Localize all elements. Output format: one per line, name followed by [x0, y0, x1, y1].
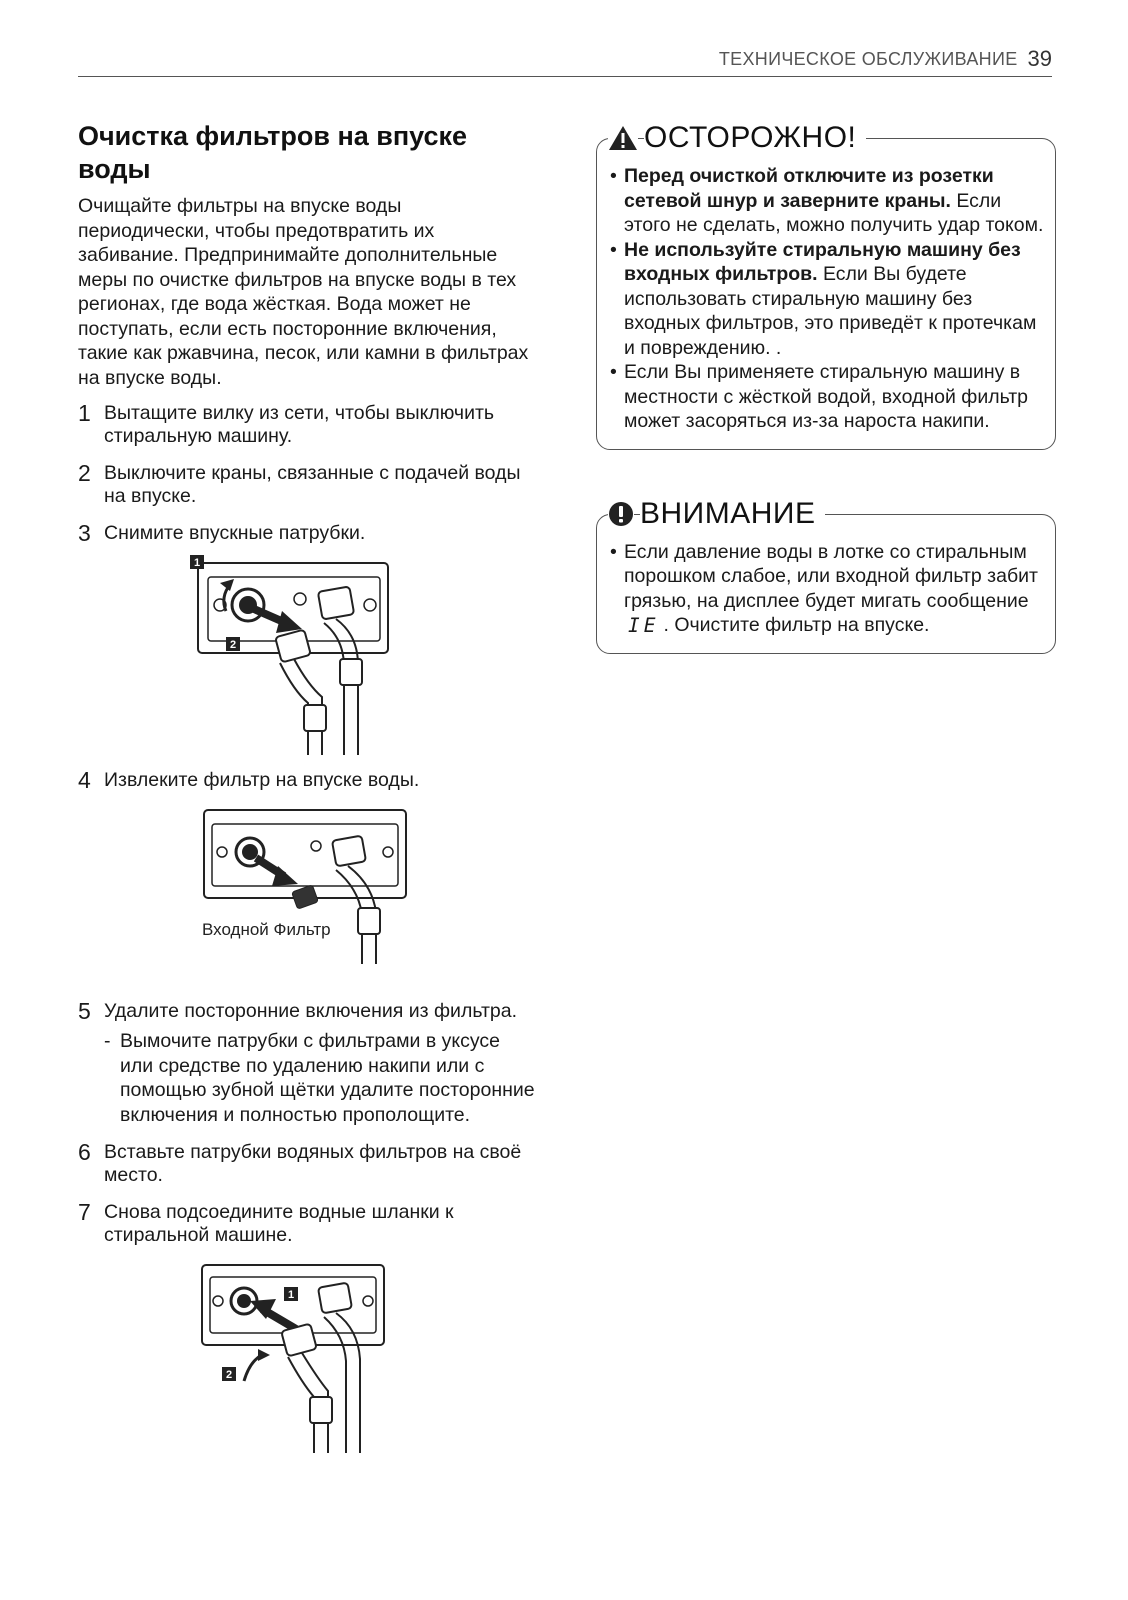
page-title: Очистка фильтров на впуске воды: [78, 121, 468, 184]
step-number: 1: [78, 400, 91, 426]
bullet-marker: •: [610, 165, 617, 187]
figure-label: 1: [287, 1289, 295, 1301]
step-3: [78, 522, 538, 545]
substep-text: Вымочите патрубки с фильтрами в уксусе или средстве по удалению накипи или с помощью зубной щётки удалите посторонние включения и полностью прополощите.: [120, 1030, 535, 1126]
step-number: 6: [78, 1139, 91, 1165]
remove-filter-illustration: [202, 808, 422, 964]
figure-label: 2: [225, 1369, 233, 1381]
step-text: Удалите посторонние включения из фильтра.: [104, 1000, 517, 1022]
page-header: [78, 44, 1052, 77]
notice-box: [596, 494, 1056, 655]
bullet-marker: •: [610, 361, 617, 383]
notice-text-after: . Очистите фильтр на впуске.: [663, 614, 930, 636]
figure-label: 2: [229, 639, 237, 651]
step-4: [78, 769, 538, 792]
remove-hoses-illustration: [190, 555, 500, 755]
step-text: Снова подсоедините водные шланки к стиральной машине.: [104, 1201, 454, 1246]
step-text: Извлеките фильтр на впуске воды.: [104, 769, 420, 791]
caution-item-text: Если этого не сделать, можно получить удар током.: [624, 189, 1044, 236]
step-5: [78, 1000, 538, 1023]
step-1: [78, 402, 538, 448]
caution-item-bold: Перед очисткой отключите из розетки сетевой шнур и заверните краны.: [624, 165, 994, 212]
left-column: [78, 120, 538, 1453]
caution-header: [596, 118, 1056, 158]
bullet-marker: •: [610, 540, 617, 563]
step-number: 5: [78, 998, 91, 1024]
section-title: ТЕХНИЧЕСКОЕ ОБСЛУЖИВАНИЕ: [718, 49, 1018, 69]
step-number: 7: [78, 1199, 91, 1225]
figure-remove-filter: [202, 808, 422, 964]
caution-item: [610, 238, 1046, 361]
step-text: Вставьте патрубки водяных фильтров на своё место.: [104, 1141, 522, 1186]
dash-marker: -: [104, 1030, 111, 1052]
notice-text-before: Если давление воды в лотке со стиральным порошком слабое, или входной фильтр забит грязью, на дисплее будет мигать сообщение: [624, 540, 1038, 612]
figure-remove-hoses: [190, 555, 538, 755]
step-5-substep: [104, 1029, 538, 1127]
bullet-marker: •: [610, 238, 617, 261]
error-code-display: IE: [628, 613, 660, 637]
step-number: 3: [78, 520, 91, 546]
step-text: Выключите краны, связанные с подачей воды на впуске.: [104, 462, 521, 507]
caution-item: [610, 164, 1046, 238]
figure-label: 1: [193, 557, 201, 569]
caution-label: ОСТОРОЖНО!: [644, 121, 866, 155]
notice-item: [610, 540, 1046, 639]
step-number: 2: [78, 460, 91, 486]
intro-paragraph: Очищайте фильтры на впуске воды периодически, чтобы предотвратить их забивание. Предпринимайте дополнительные меры по очистке фильтров на впуске воды в тех регионах, где вода жёсткая. Вода может не поступать, если есть посторонние включения, такие как ржавчина, песок, или камни в фильтрах на впуске воды.: [78, 195, 529, 389]
step-number: 4: [78, 767, 91, 793]
caution-item-text: Если Вы будете использовать стиральную машину без входных фильтров, это приведёт к протечкам и повреждению. .: [624, 263, 1037, 359]
caution-body: [596, 158, 1056, 450]
caution-item-text: Если Вы применяете стиральную машину в местности с жёсткой водой, входной фильтр может засоряться из-за нароста накипи.: [624, 361, 1029, 432]
step-text: Вытащите вилку из сети, чтобы выключить стиральную машину.: [104, 402, 495, 447]
exclamation-circle-icon: [608, 501, 634, 527]
caution-item: [610, 360, 1046, 434]
figure-reconnect-hoses: [200, 1263, 538, 1453]
page-number: 39: [1027, 46, 1052, 71]
notice-label: ВНИМАНИЕ: [640, 497, 825, 531]
warning-triangle-icon: [608, 125, 638, 151]
filter-caption: Входной Фильтр: [202, 920, 331, 939]
step-6: [78, 1141, 538, 1187]
reconnect-hoses-illustration: [200, 1263, 400, 1453]
caution-box: [596, 118, 1056, 450]
step-7: [78, 1201, 538, 1247]
step-2: [78, 462, 538, 508]
notice-body: [596, 534, 1056, 655]
right-column: [596, 118, 1056, 698]
notice-header: [596, 494, 1056, 534]
caution-item-bold: Не используйте стиральную машину без входных фильтров.: [624, 238, 1021, 285]
step-text: Снимите впускные патрубки.: [104, 522, 366, 544]
